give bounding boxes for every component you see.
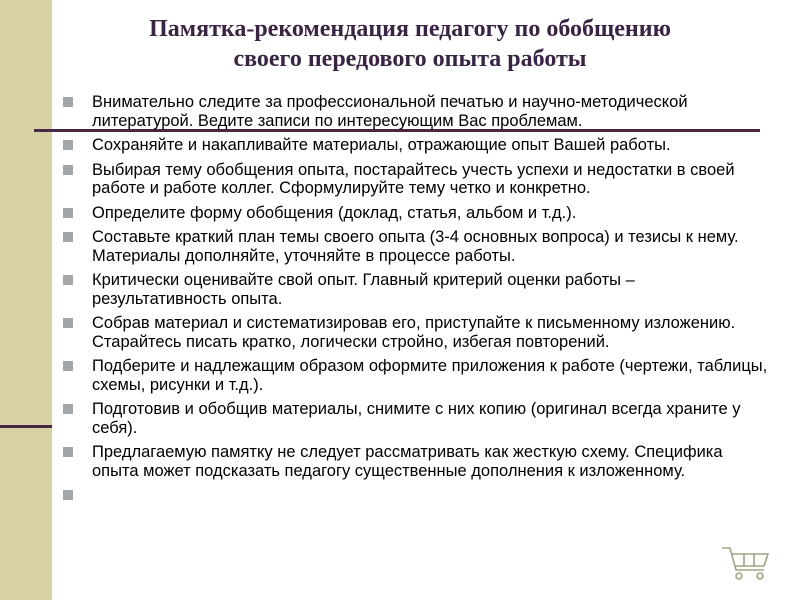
bullet-icon	[63, 165, 73, 175]
list-item	[60, 228, 768, 265]
bullet-icon	[63, 275, 73, 285]
list-item	[60, 357, 768, 394]
list-item	[60, 271, 768, 308]
bullet-icon	[63, 361, 73, 371]
list-item-text: Сохраняйте и накапливайте материалы, отражающие опыт Вашей работы.	[92, 136, 671, 154]
list-item	[60, 400, 768, 437]
recommendation-list	[60, 93, 768, 486]
list-item-text: Предлагаемую памятку не следует рассматривать как жесткую схему. Специфика опыта может подсказать педагогу существенные дополнения к изложенному.	[92, 443, 723, 480]
presentation-cart-icon-svg	[718, 540, 776, 584]
bullet-icon	[63, 140, 73, 150]
list-item-text: Внимательно следите за профессиональной печатью и научно-методической литературой. Ведите записи по интересующим Вас проблемам.	[92, 93, 688, 130]
list-item	[60, 204, 768, 223]
list-item	[60, 443, 768, 480]
list-item-text: Критически оценивайте свой опыт. Главный критерий оценки работы – результативность опыта.	[92, 271, 635, 308]
list-item-text: Выбирая тему обобщения опыта, постарайтесь учесть успехи и недостатки в своей работе и работе коллег. Сформулируйте тему четко и конкретно.	[92, 160, 735, 197]
list-item	[60, 161, 768, 198]
list-item-text: Собрав материал и систематизировав его, приступайте к письменному изложению. Старайтесь писать кратко, логически стройно, избегая повторений.	[92, 314, 736, 351]
bullet-icon	[63, 404, 73, 414]
list-item	[60, 136, 768, 155]
list-item	[60, 314, 768, 351]
list-item-text: Подготовив и обобщив материалы, снимите с них копию (оригинал всегда храните у себя).	[92, 400, 741, 437]
title-line-1: Памятка-рекомендация педагогу по обобщению	[149, 16, 671, 42]
bullet-icon	[63, 97, 73, 107]
list-item-text: Подберите и надлежащим образом оформите приложения к работе (чертежи, таблицы, схемы, рисунки и т.д.).	[92, 357, 768, 394]
presentation-cart-icon[interactable]	[718, 540, 776, 584]
bullet-icon	[63, 232, 73, 242]
side-divider	[0, 425, 52, 428]
bullet-icon	[63, 447, 73, 457]
title-line-2: своего передового опыта работы	[233, 46, 587, 72]
list-item-text: Составьте краткий план темы своего опыта (3-4 основных вопроса) и тезисы к нему. Материалы дополняйте, уточняйте в процессе работы.	[92, 228, 739, 265]
list-item	[60, 93, 768, 130]
page-title	[60, 14, 760, 74]
bullet-icon	[63, 490, 73, 500]
list-item-text: Определите форму обобщения (доклад, статья, альбом и т.д.).	[92, 203, 577, 222]
side-band	[0, 0, 52, 600]
bullet-icon	[63, 208, 73, 218]
bullet-icon	[63, 318, 73, 328]
